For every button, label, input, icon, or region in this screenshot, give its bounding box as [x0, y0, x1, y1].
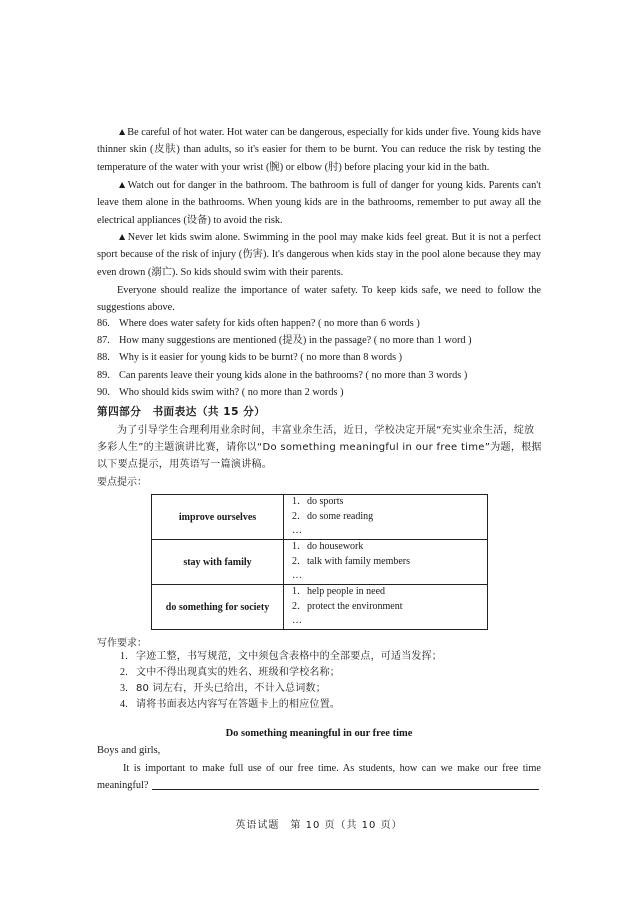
requirements-label: 写作要求： — [97, 638, 147, 649]
writing-instructions: 为了引导学生合理利用业余时间，丰富业余生活，近日，学校决定开展“充实业余生活，绽放多彩人生”的主题演讲比赛，请你以“Do something meaningful in our free time”为题，根据以下要点提示，用英语写一篇演讲稿。 — [97, 425, 542, 470]
essay-opening: It is important to make full use of our free time. As students, how can we make our free time meaningful? — [97, 763, 541, 791]
points-topic: stay with family — [152, 540, 284, 585]
points-topic: improve ourselves — [152, 495, 284, 540]
passage-tip-bathroom: ▲Watch out for danger in the bathroom. The bathroom is full of danger for young kids. Parents can't leave them alone in the bathrooms. When young kids are in the bathrooms, remember to put away all the electrical appliances (设备) to avoid the risk. — [97, 180, 541, 226]
essay-title: Do something meaningful in our free time — [225, 728, 413, 739]
question-86: 86. Where does water safety for kids often happen? ( no more than 6 words ) — [97, 318, 420, 329]
points-list: 1．do sports 2．do some reading … — [284, 495, 488, 540]
requirement-item: 2. 文中不得出现真实的姓名、班级和学校名称； — [120, 667, 340, 678]
points-row — [152, 585, 488, 630]
points-table — [151, 494, 488, 630]
requirement-item: 4. 请将书面表达内容写在答题卡上的相应位置。 — [120, 699, 340, 710]
passage-conclusion: Everyone should realize the importance of water safety. To keep kids safe, we need to follow the suggestions above. — [97, 285, 541, 314]
writing-line — [152, 789, 539, 790]
passage-tip-hot-water: ▲Be careful of hot water. Hot water can be dangerous, especially for kids under five. Young kids have thinner skin (皮肤) than adults, so it's easier for them to be burnt. You can reduce the risk by testing the temperature of the water with your wrist (腕) or elbow (肘) before placing your kid in the bath. — [97, 127, 541, 173]
points-label: 要点提示： — [97, 477, 147, 488]
requirement-item: 3. 80 词左右，开头已给出，不计入总词数； — [120, 683, 326, 694]
points-row — [152, 495, 488, 540]
question-88: 88. Why is it easier for young kids to be burnt? ( no more than 8 words ) — [97, 352, 403, 363]
question-87: 87. How many suggestions are mentioned (提及) in the passage? ( no more than 1 word ) — [97, 335, 472, 346]
points-row — [152, 540, 488, 585]
essay-greeting: Boys and girls, — [97, 745, 161, 756]
question-89: 89. Can parents leave their young kids alone in the bathrooms? ( no more than 3 words ) — [97, 370, 468, 381]
section-title: 第四部分 书面表达（共 15 分） — [97, 406, 266, 418]
points-list: 1．help people in need 2．protect the environment … — [284, 585, 488, 630]
passage-tip-swimming: ▲Never let kids swim alone. Swimming in the pool may make kids feel great. But it is not a perfect sport because of the risk of injury (伤害). It's dangerous when kids stay in the pool alone because they may even drown (溺亡). So kids should swim with their parents. — [97, 232, 541, 278]
question-90: 90. Who should kids swim with? ( no more than 2 words ) — [97, 387, 344, 398]
points-topic: do something for society — [152, 585, 284, 630]
page-footer: 英语试题 第 10 页（共 10 页） — [235, 820, 403, 831]
requirement-item: 1. 字迹工整，书写规范，文中须包含表格中的全部要点，可适当发挥； — [120, 651, 442, 662]
points-list: 1．do housework 2．talk with family members … — [284, 540, 488, 585]
